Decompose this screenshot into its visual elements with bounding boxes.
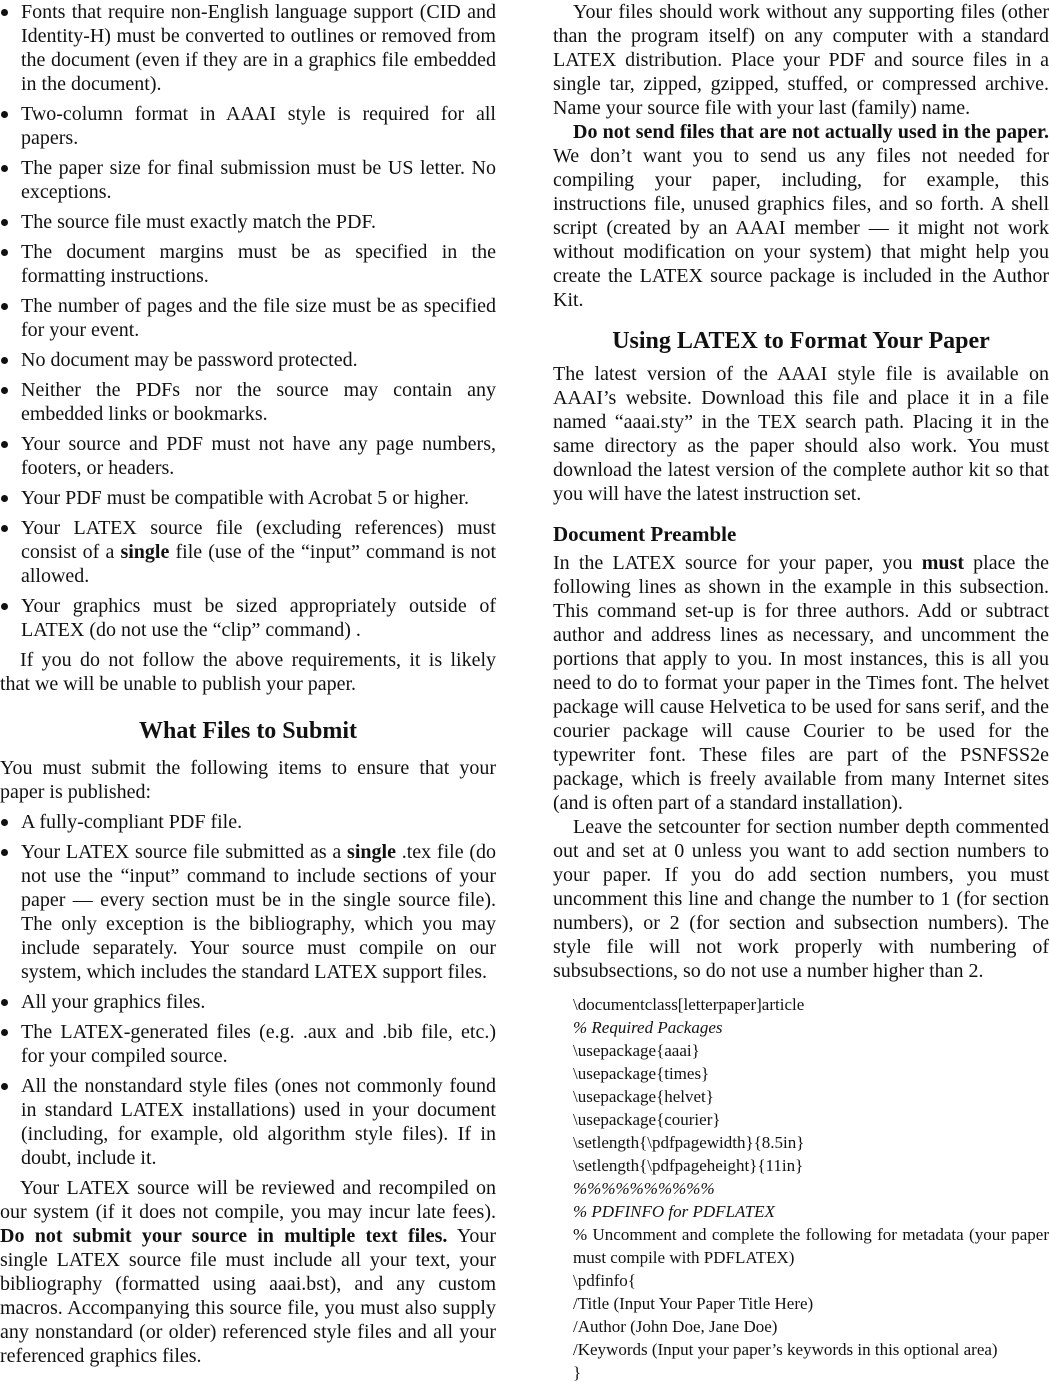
list-item: The number of pages and the file size must be as specified for your event. (0, 294, 496, 342)
list-item: Fonts that require non-English language support (CID and Identity-H) must be converted to outlines or removed from the document (even if they are in a graphics file embedded in the document). (0, 0, 496, 96)
bullet-icon (1, 819, 8, 826)
bullet-icon (1, 387, 8, 394)
bullet-icon (1, 357, 8, 364)
code-comment: %%%%%%%%%% (573, 1179, 715, 1198)
right-column (553, 0, 1049, 1384)
list-item: Your graphics must be sized appropriately outside of LATEX (do not use the “clip” command) . (0, 594, 496, 642)
code-line: \setlength{\pdfpageheight}{11in} (573, 1156, 804, 1175)
code-line: \usepackage{courier} (573, 1110, 721, 1129)
files-list (0, 810, 496, 1170)
list-item: The document margins must be as specified in the formatting instructions. (0, 240, 496, 288)
list-item: Your source and PDF must not have any page numbers, footers, or headers. (0, 432, 496, 480)
code-line: \usepackage{times} (573, 1064, 710, 1083)
requirements-paragraph: If you do not follow the above requirements, it is likely that we will be unable to publish your paper. (0, 649, 496, 695)
bullet-icon (1, 165, 8, 172)
list-item: The paper size for final submission must be US letter. No exceptions. (0, 156, 496, 204)
files-intro-paragraph: You must submit the following items to ensure that your paper is published: (0, 757, 496, 803)
list-item: The source file must exactly match the PDF. (0, 210, 496, 234)
bullet-icon (1, 249, 8, 256)
supporting-files-paragraph: Your files should work without any supporting files (other than the program itself) on any computer with a standard LATEX distribution. Place your PDF and source files in a single tar, zipped, gzipped, stuffed, or compressed archive. Name your source file with your last (family) name. (553, 1, 1049, 119)
code-listing (573, 993, 1049, 1384)
code-comment: % Required Packages (573, 1018, 723, 1037)
list-item: Your LATEX source file (excluding references) must consist of a single file (use of the “input” command is not allowed. (0, 516, 496, 588)
code-line: } (573, 1363, 582, 1382)
bullet-icon (1, 9, 8, 16)
preamble-paragraph: In the LATEX source for your paper, you must place the following lines as shown in the example in this subsection. This command set-up is for three authors. Add or subtract author and address lines as necessary, and uncomment the portions that apply to you. In most instances, this is all you need to do to format your paper in the Times font. The helvet package will cause Helvetica to be used for sans serif, and the courier package will cause Courier to be used for the typewriter font. These files are part of the PSNFSS2e package, which is freely available from many Internet sites (and is often part of a standard installation). (553, 552, 1049, 814)
bullet-icon (1, 1029, 8, 1036)
section-heading: Using LATEX to Format Your Paper (612, 328, 990, 354)
bullet-icon (1, 849, 8, 856)
requirements-list (0, 0, 496, 642)
subsection-heading: Document Preamble (553, 522, 737, 546)
bullet-icon (1, 219, 8, 226)
code-line: \pdfinfo{ (573, 1271, 636, 1290)
code-line: \usepackage{helvet} (573, 1087, 714, 1106)
code-line: /Title (Input Your Paper Title Here) (573, 1294, 814, 1313)
list-item: All the nonstandard style files (ones not commonly found in standard LATEX installations) used in your document (including, for example, old algorithm style files). If in doubt, include it. (0, 1074, 496, 1170)
setcounter-paragraph: Leave the setcounter for section number depth commented out and set at 0 unless you want to add section numbers to your paper. If you do add section numbers, you must uncomment this line and change the number to 1 (for section numbers), or 2 (for section and subsection numbers). The style file will not work properly with numbering of subsubsections, so do not use a number higher than 2. (553, 816, 1049, 982)
bullet-icon (1, 525, 8, 532)
using-latex-paragraph: The latest version of the AAAI style file is available on AAAI’s website. Download this file and place it in a file named “aaai.sty” in the TEX search path. Placing it in the same directory as the paper should also work. You must download the latest version of the complete author kit so that you will have the latest instruction set. (553, 363, 1049, 505)
code-line: /Author (John Doe, Jane Doe) (573, 1317, 778, 1336)
review-paragraph: Your LATEX source will be reviewed and recompiled on our system (if it does not compile, you may incur late fees). Do not submit your source in multiple text files. Your single LATEX source file must include all your text, your bibliography (formatted using aaai.bst), and any custom macros. Accompanying this source file, you must also supply any nonstandard (or older) referenced style files and all your referenced graphics files. (0, 1177, 497, 1367)
bullet-icon (1, 111, 8, 118)
bullet-icon (1, 303, 8, 310)
code-comment: % PDFINFO for PDFLATEX (573, 1202, 775, 1221)
list-item: No document may be password protected. (0, 348, 496, 372)
bullet-icon (1, 603, 8, 610)
code-line: \documentclass[letterpaper]article (573, 995, 805, 1014)
list-item: Your LATEX source file submitted as a single .tex file (do not use the “input” command to include sections of your paper — every section must be in the single source file). The only exception is the bibliography, which you may include separately. Your source must compile on our system, which includes the standard LATEX support files. (0, 840, 496, 984)
code-line: /Keywords (Input your paper’s keywords in this optional area) (573, 1340, 998, 1359)
bullet-icon (1, 495, 8, 502)
list-item: Two-column format in AAAI style is required for all papers. (0, 102, 496, 150)
code-line: % Uncomment and complete the following for metadata (your paper must compile with PDFLATEX) (573, 1225, 1049, 1267)
bullet-icon (1, 1083, 8, 1090)
list-item: All your graphics files. (0, 990, 496, 1014)
code-line: \usepackage{aaai} (573, 1041, 700, 1060)
list-item: A fully-compliant PDF file. (0, 810, 496, 834)
bullet-icon (1, 999, 8, 1006)
list-item: Neither the PDFs nor the source may contain any embedded links or bookmarks. (0, 378, 496, 426)
section-heading: What Files to Submit (138, 718, 357, 744)
unused-files-paragraph: Do not send files that are not actually used in the paper. We don’t want you to send us any files not needed for compiling your paper, including, for example, this instructions file, unused graphics files, and so forth. A shell script (created by an AAAI member — it might not work without modification on your system) that might help you create the LATEX source package is included in the Author Kit. (553, 121, 1049, 311)
list-item: Your PDF must be compatible with Acrobat 5 or higher. (0, 486, 496, 510)
code-line: \setlength{\pdfpagewidth}{8.5in} (573, 1133, 805, 1152)
left-column (0, 0, 496, 1368)
bullet-icon (1, 441, 8, 448)
list-item: The LATEX-generated files (e.g. .aux and .bib file, etc.) for your compiled source. (0, 1020, 496, 1068)
